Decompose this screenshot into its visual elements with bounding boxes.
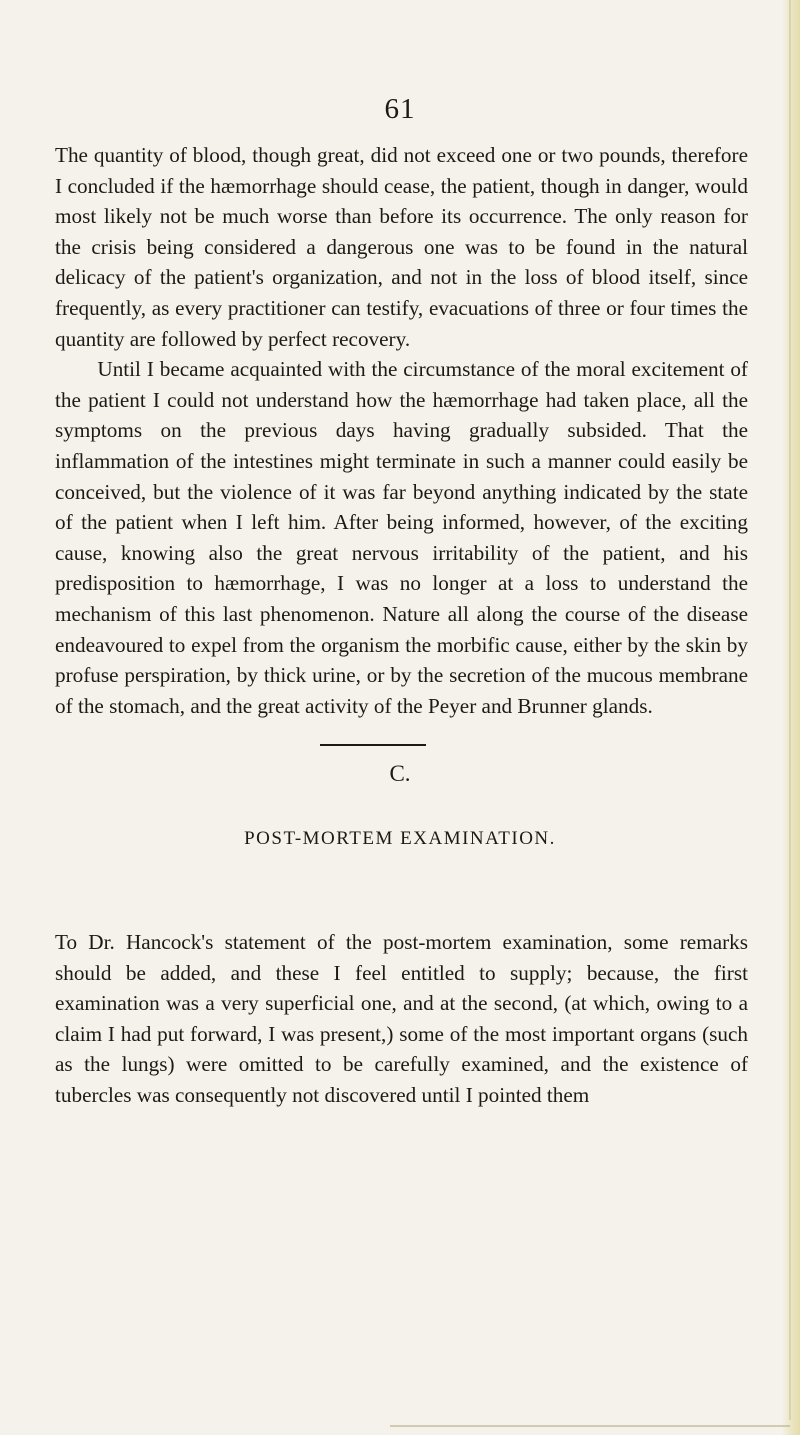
body-text	[55, 140, 748, 721]
section-letter: C.	[389, 761, 411, 786]
page-edge-shadow	[782, 0, 800, 1435]
page-bottom-edge	[390, 1425, 790, 1427]
paragraph: Until I became acquainted with the circumstance of the moral excitement of the patient I could not understand how the hæmorrhage had taken place, all the symptoms on the previous days having gradually subsided. That the inflammation of the intestines might terminate in such a manner could easily be conceived, but the violence of it was far beyond anything indicated by the state of the patient when I left him. After being informed, however, of the exciting cause, knowing also the great nervous irritability of the patient, and his predisposition to hæmorrhage, I was no longer at a loss to understand the mechanism of this last phenomenon. Nature all along the course of the disease endeavoured to expel from the organism the morbific cause, either by the skin by profuse perspiration, by thick urine, or by the secretion of the mucous membrane of the stomach, and the great activity of the Peyer and Brunner glands.	[55, 357, 748, 718]
page-edge-line	[789, 0, 791, 1420]
paragraph: To Dr. Hancock's statement of the post-mortem examination, some remarks should be added, and these I feel entitled to supply; because, the first examination was a very superficial one, and at the second, (at which, owing to a claim I had put forward, I was present,) some of the most important organs (such as the lungs) were omitted to be carefully examined, and the existence of tubercles was consequently not discovered until I pointed them	[55, 930, 748, 1107]
section-heading: POST-MORTEM EXAMINATION.	[244, 828, 556, 849]
paragraph: The quantity of blood, though great, did not exceed one or two pounds, therefore I concluded if the hæmorrhage should cease, the patient, though in danger, would most likely not be much worse than before its occurrence. The only reason for the crisis being considered a dangerous one was to be found in the natural delicacy of the patient's organization, and not in the loss of blood itself, since frequently, as every practitioner can testify, evacuations of three or four times the quantity are followed by perfect recovery.	[55, 143, 748, 351]
page-number: 61	[384, 93, 416, 125]
section-text	[55, 927, 748, 1111]
section-divider	[320, 744, 426, 746]
